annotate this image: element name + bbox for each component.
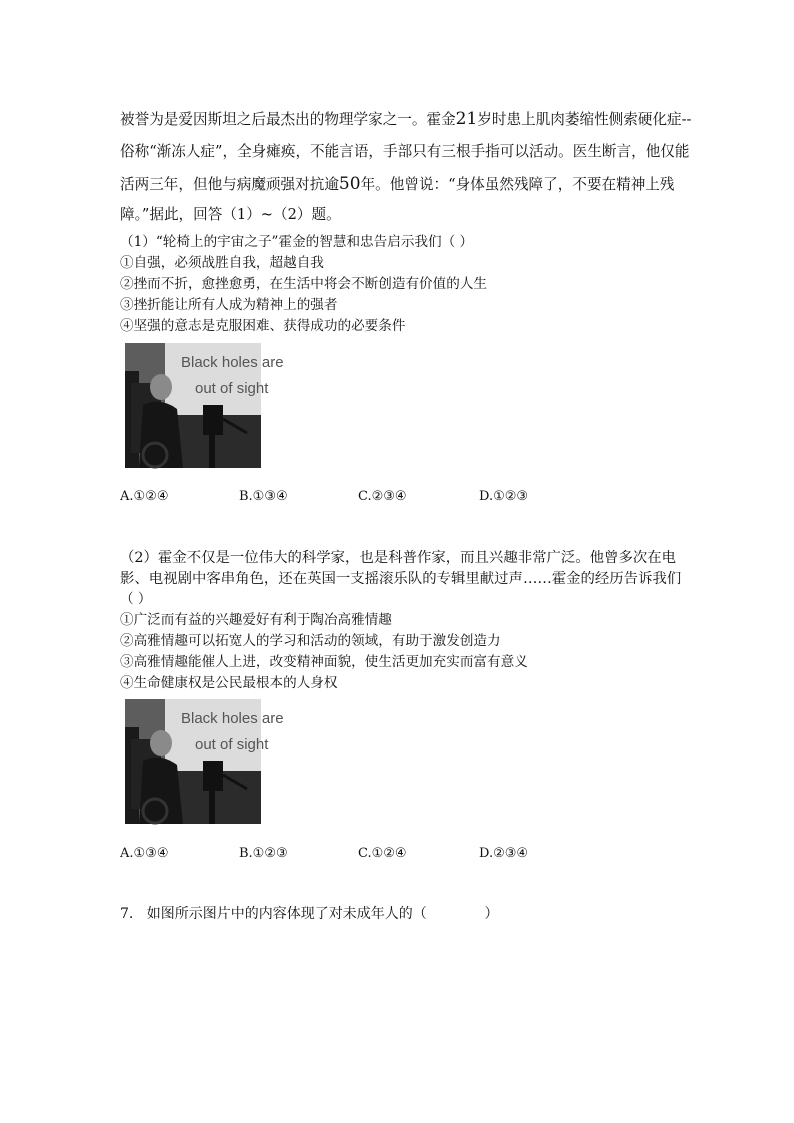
intro-line-2: 俗称“渐冻人症”，全身瘫痪，不能言语，手部只有三根手指可以活动。医生断言，他仅能	[120, 143, 690, 160]
years-number: 50	[338, 174, 361, 194]
q1-item-4: ④坚强的意志是克服困难、获得成功的必要条件	[120, 318, 406, 334]
sign-text-line-2: out of sight	[195, 380, 269, 397]
sign-text-line-1: Black holes are	[181, 710, 284, 727]
q1-choice-d[interactable]: D.①②③	[479, 489, 529, 504]
intro-text: 年。他曾说：“身体虽然残障了，不要在精神上残	[360, 176, 675, 193]
q1-item-3: ③挫折能让所有人成为精神上的强者	[120, 297, 338, 313]
q1-choice-b[interactable]: B.①③④	[239, 489, 288, 504]
sign-text-line-1: Black holes are	[181, 354, 284, 371]
q2-choice-a[interactable]: A.①③④	[120, 846, 169, 861]
q2-choice-d[interactable]: D.②③④	[479, 846, 529, 861]
q2-stem-line-2: 影、电视剧中客串角色，还在英国一支摇滚乐队的专辑里献过声……霍金的经历告诉我们	[120, 571, 682, 587]
intro-line-3	[120, 173, 675, 194]
q1-item-2: ②挫而不折，愈挫愈勇，在生活中将会不断创造有价值的人生	[120, 276, 488, 292]
q2-item-4: ④生命健康权是公民最根本的人身权	[120, 675, 338, 691]
age-number: 21	[455, 109, 478, 129]
intro-text: 活两三年，但他与病魔顽强对抗逾	[120, 176, 339, 193]
sign-text-line-2: out of sight	[195, 736, 269, 753]
intro-line-1	[120, 108, 692, 129]
q2-item-2: ②高雅情趣可以拓宽人的学习和活动的领域，有助于激发创造力	[120, 633, 501, 649]
q2-choice-c[interactable]: C.①②④	[358, 846, 407, 861]
hawking-photo-2	[125, 699, 284, 824]
intro-line-4: 障。”据此，回答（1）~（2）题。	[120, 206, 341, 223]
intro-text: 岁时患上肌肉萎缩性侧索硬化症--	[477, 111, 692, 128]
q1-choice-a[interactable]: A.①②④	[120, 489, 169, 504]
q7-stem: 7. 如图所示图片中的内容体现了对未成年人的（ ）	[120, 906, 499, 922]
q1-item-1: ①自强，必须战胜自我，超越自我	[120, 255, 324, 271]
q2-item-1: ①广泛而有益的兴趣爱好有利于陶冶高雅情趣	[120, 612, 392, 628]
hawking-photo-1	[125, 343, 284, 468]
q2-stem-line-3: （ ）	[120, 591, 152, 607]
q2-stem-line-1: （2）霍金不仅是一位伟大的科学家，也是科普作家，而且兴趣非常广泛。他曾多次在电	[120, 550, 677, 566]
intro-text: 被誉为是爱因斯坦之后最杰出的物理学家之一。霍金	[120, 111, 456, 128]
q1-choice-c[interactable]: C.②③④	[358, 489, 407, 504]
q1-stem: （1）“轮椅上的宇宙之子”霍金的智慧和忠告启示我们（ ）	[120, 234, 474, 250]
q2-choice-b[interactable]: B.①②③	[239, 846, 288, 861]
q2-item-3: ③高雅情趣能催人上进，改变精神面貌，使生活更加充实而富有意义	[120, 654, 528, 670]
